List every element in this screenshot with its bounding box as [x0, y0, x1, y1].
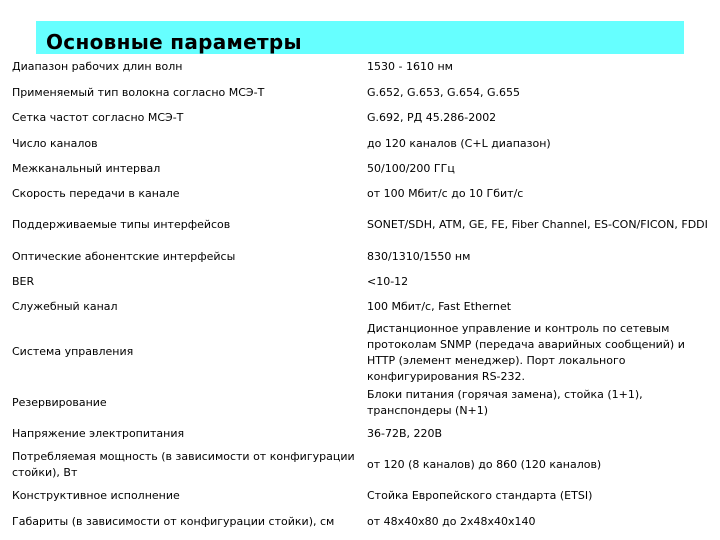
slide-title: Основные параметры: [46, 30, 302, 54]
param-value-fiber-type: G.652, G.653, G.654, G.655: [367, 86, 521, 99]
param-label-wavelength-range: Диапазон рабочих длин волн: [12, 60, 183, 73]
param-value-management-system: Дистанционное управление и контроль по сетевым протоколам SNMP (передача аварийных сообщений) и HTTP (элемент менеджер). Порт локального конфигурирования RS-232.: [367, 322, 685, 383]
param-label-interface-types: Поддерживаемые типы интерфейсов: [12, 218, 231, 231]
param-label-design: Конструктивное исполнение: [12, 489, 180, 502]
param-value-frequency-grid: G.692, РД 45.286-2002: [367, 111, 497, 124]
param-label-channel-rate: Скорость передачи в канале: [12, 187, 180, 200]
param-label-channel-count: Число каналов: [12, 137, 98, 150]
param-label-supply-voltage: Напряжение электропитания: [12, 427, 185, 440]
param-label-power-consumption: Потребляемая мощность (в зависимости от конфигурации стойки), Вт: [12, 450, 355, 479]
param-label-dimensions: Габариты (в зависимости от конфигурации стойки), см: [12, 515, 335, 528]
param-label-fiber-type: Применяемый тип волокна согласно МСЭ-Т: [12, 86, 265, 99]
param-label-redundancy: Резервирование: [12, 396, 107, 409]
param-value-channel-count: до 120 каналов (C+L диапазон): [367, 137, 551, 150]
param-value-power-consumption: от 120 (8 каналов) до 860 (120 каналов): [367, 458, 602, 471]
param-label-management-system: Система управления: [12, 345, 134, 358]
param-label-frequency-grid: Сетка частот согласно МСЭ-Т: [12, 111, 184, 124]
param-value-channel-spacing: 50/100/200 ГГц: [367, 162, 455, 175]
param-value-redundancy: Блоки питания (горячая замена), стойка (1+1), транспондеры (N+1): [367, 388, 643, 417]
param-value-optical-interfaces: 830/1310/1550 нм: [367, 250, 471, 263]
param-value-dimensions: от 48х40х80 до 2х48х40х140: [367, 515, 536, 528]
param-value-ber: <10-12: [367, 275, 409, 288]
param-label-channel-spacing: Межканальный интервал: [12, 162, 161, 175]
param-label-service-channel: Служебный канал: [12, 300, 118, 313]
param-value-supply-voltage: 36-72В, 220В: [367, 427, 443, 440]
param-value-wavelength-range: 1530 - 1610 нм: [367, 60, 453, 73]
param-label-optical-interfaces: Оптические абонентские интерфейсы: [12, 250, 236, 263]
param-value-channel-rate: от 100 Мбит/с до 10 Гбит/с: [367, 187, 524, 200]
param-label-ber: BER: [12, 275, 35, 288]
param-value-design: Стойка Европейского стандарта (ETSI): [367, 489, 593, 502]
param-value-interface-types: SONET/SDH, ATM, GE, FE, Fiber Channel, ES-CON/FICON, FDDI: [367, 218, 708, 231]
param-value-service-channel: 100 Мбит/с, Fast Ethernet: [367, 300, 512, 313]
